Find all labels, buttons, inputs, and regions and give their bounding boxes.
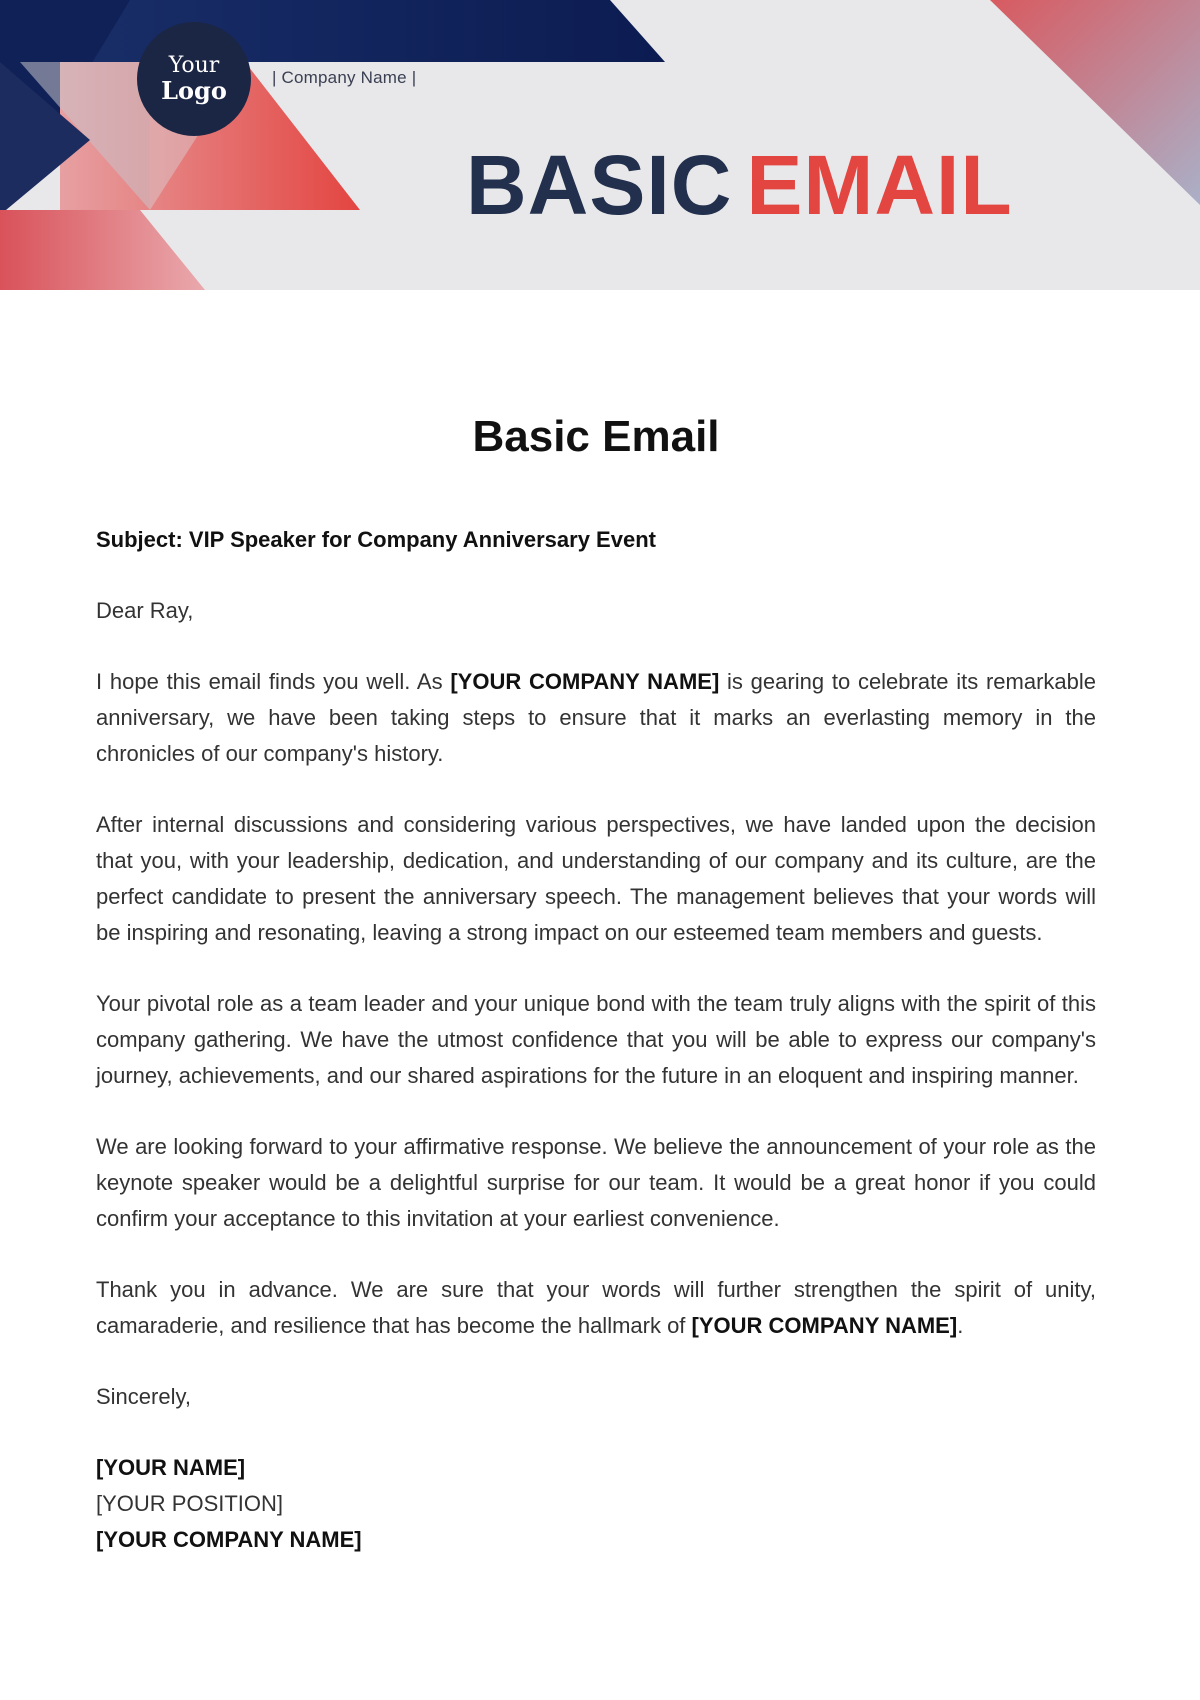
banner-title-word2: EMAIL [746, 138, 1013, 232]
header-banner [0, 0, 1200, 290]
company-placeholder: [YOUR COMPANY NAME] [450, 669, 720, 694]
paragraph-4: We are looking forward to your affirmative response. We believe the announcement of your role as the keynote speaker would be a delightful surprise for our team. It would be a great honor if you could confirm your acceptance to this invitation at your earliest convenience. [96, 1134, 1096, 1231]
paragraph-1-text-c: is gearing to celebrate its remarkable anniversary, we have been taking steps to ensure that it marks an everlasting memory in the chronicles of our company's history. [96, 669, 1096, 766]
email-subject: Subject: VIP Speaker for Company Anniversary Event [96, 527, 656, 552]
paragraph-1 [96, 664, 1096, 772]
paragraph-5-text-c: . [957, 1313, 964, 1338]
document-title: Basic Email [472, 412, 720, 461]
signature-company: [YOUR COMPANY NAME] [96, 1527, 362, 1552]
logo-text-line1: Your [168, 53, 220, 79]
company-placeholder: [YOUR COMPANY NAME] [691, 1313, 958, 1338]
signature-name: [YOUR NAME] [96, 1455, 246, 1480]
email-greeting: Dear Ray, [96, 598, 194, 623]
paragraph-5-text-a: Thank you in advance. We are sure that your words will further strengthen the spirit of unity, camaraderie, and resilience that has become the hallmark of [96, 1277, 1096, 1338]
paragraph-5 [96, 1272, 1096, 1344]
logo-text-line2: Logo [161, 75, 227, 105]
banner-title-word1: BASIC [466, 138, 733, 232]
email-body [96, 412, 1096, 1558]
company-name-label: | Company Name | [272, 68, 417, 87]
banner-title [466, 138, 1013, 232]
signature-position: [YOUR POSITION] [96, 1491, 284, 1516]
paragraph-2: After internal discussions and considering various perspectives, we have landed upon the decision that you, with your leadership, dedication, and understanding of our company and its culture, are the perfect candidate to present the anniversary speech. The management believes that your words will be inspiring and resonating, leaving a strong impact on our esteemed team members and guests. [96, 812, 1096, 945]
logo-badge [137, 22, 251, 136]
paragraph-3: Your pivotal role as a team leader and your unique bond with the team truly aligns with the spirit of this company gathering. We have the utmost confidence that you will be able to express our company's journey, achievements, and our shared aspirations for the future in an eloquent and inspiring manner. [96, 991, 1096, 1088]
email-closing: Sincerely, [96, 1384, 191, 1409]
paragraph-1-text-a: I hope this email finds you well. As [96, 669, 451, 694]
